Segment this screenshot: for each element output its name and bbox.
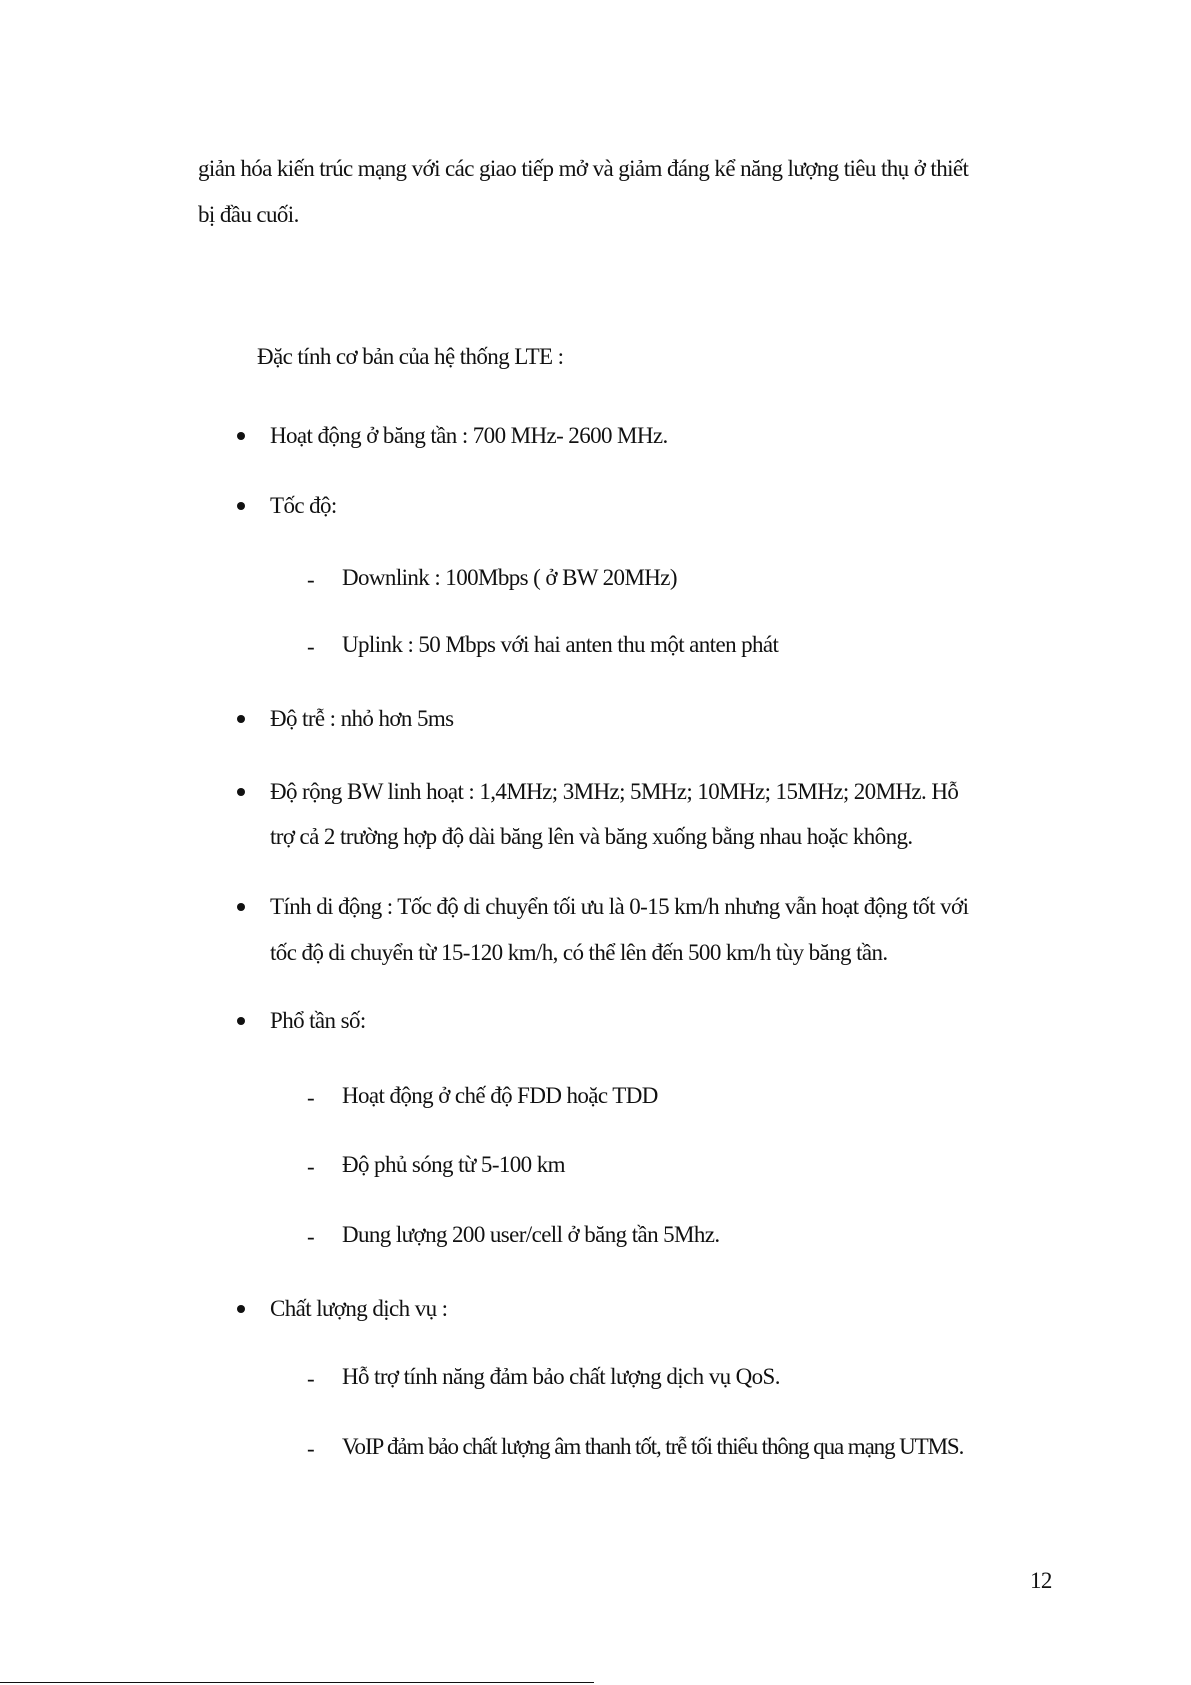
dash-icon: - [307,1154,315,1179]
dash-icon: - [307,1366,315,1391]
dash-icon: - [307,1436,315,1461]
section-heading: Đặc tính cơ bản của hệ thống LTE : [257,344,564,369]
sub-list-item: Dung lượng 200 user/cell ở băng tần 5Mhz. [342,1222,720,1247]
list-item: Hoạt động ở băng tần : 700 MHz- 2600 MHz. [270,423,668,448]
list-item: Tính di động : Tốc độ di chuyển tối ưu là 0-15 km/h nhưng vẫn hoạt động tốt với [270,894,969,919]
sub-list-item: Hỗ trợ tính năng đảm bảo chất lượng dịch vụ QoS. [342,1364,780,1389]
bullet-icon [237,715,245,723]
dash-icon: - [307,634,315,659]
list-item: Chất lượng dịch vụ : [270,1296,448,1321]
sub-list-item: Uplink : 50 Mbps với hai anten thu một anten phát [342,632,779,657]
bullet-icon [237,1017,245,1025]
bullet-icon [237,903,245,911]
bullet-icon [237,432,245,440]
bullet-icon [237,502,245,510]
sub-list-item: Độ phủ sóng từ 5-100 km [342,1152,565,1177]
dash-icon: - [307,1085,315,1110]
dash-icon: - [307,567,315,592]
list-item: Độ trễ : nhỏ hơn 5ms [270,706,454,731]
intro-line-2: bị đầu cuối. [198,202,299,227]
list-item: Tốc độ: [270,493,337,518]
page-number: 12 [1030,1568,1052,1593]
intro-line-1: giản hóa kiến trúc mạng với các giao tiếp mở và giảm đáng kể năng lượng tiêu thụ ở thiết [198,156,969,181]
dash-icon: - [307,1224,315,1249]
list-item: Phổ tần số: [270,1008,366,1033]
bullet-icon [237,1305,245,1313]
list-item-continuation: tốc độ di chuyển từ 15-120 km/h, có thể lên đến 500 km/h tùy băng tần. [270,940,888,965]
list-item: Độ rộng BW linh hoạt : 1,4MHz; 3MHz; 5MHz; 10MHz; 15MHz; 20MHz. Hỗ [270,779,959,804]
list-item-continuation: trợ cả 2 trường hợp độ dài băng lên và băng xuống bằng nhau hoặc không. [270,824,913,849]
sub-list-item: VoIP đảm bảo chất lượng âm thanh tốt, trễ tối thiểu thông qua mạng UTMS. [342,1434,964,1459]
sub-list-item: Downlink : 100Mbps ( ở BW 20MHz) [342,565,677,590]
bullet-icon [237,788,245,796]
sub-list-item: Hoạt động ở chế độ FDD hoặc TDD [342,1083,658,1108]
footer-rule [0,1682,594,1683]
